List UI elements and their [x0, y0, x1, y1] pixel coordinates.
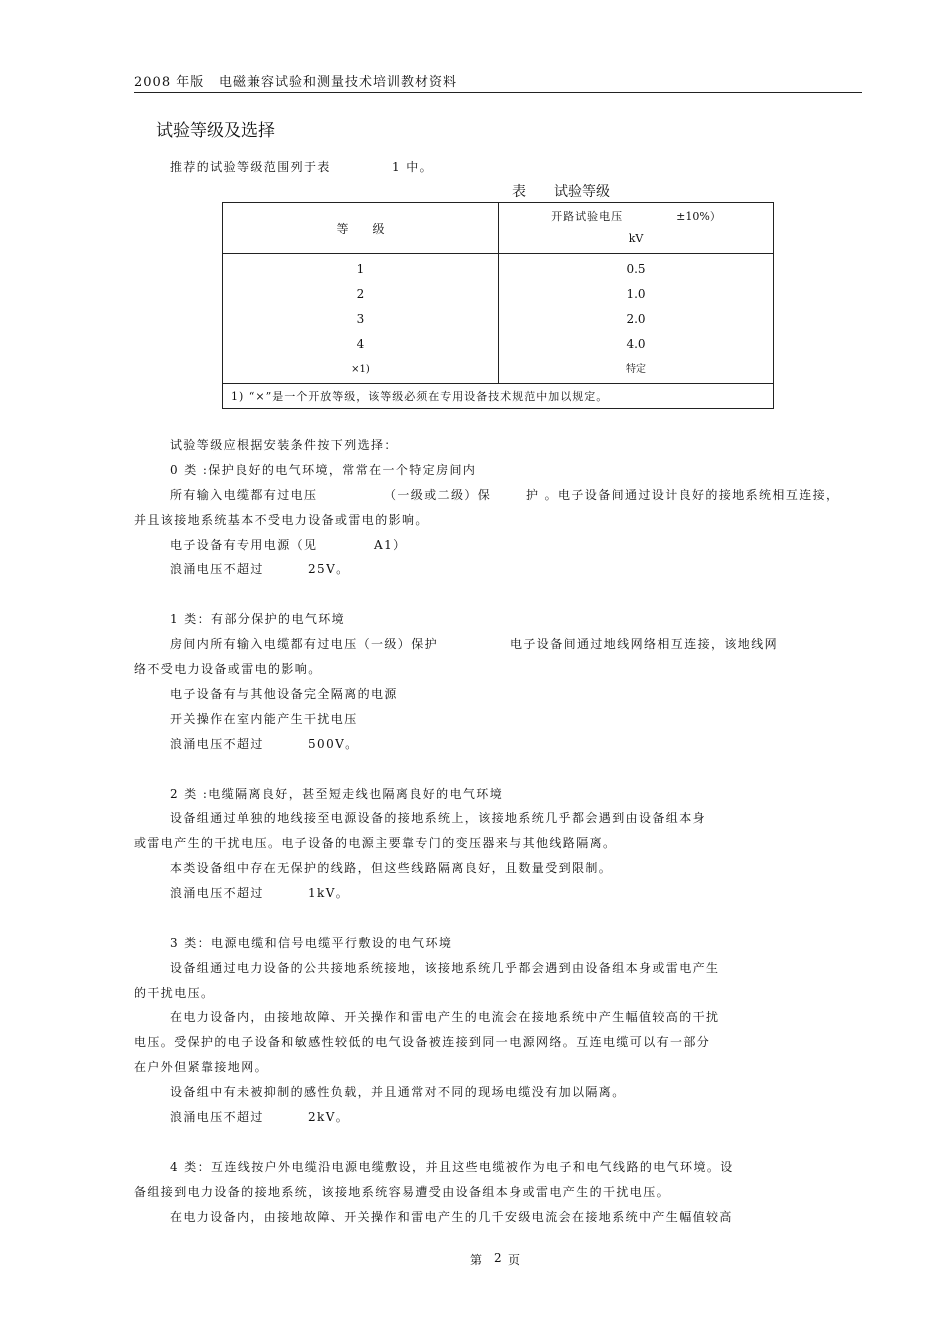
voltage-column: [499, 254, 774, 384]
footer-page-number: 2: [494, 1251, 502, 1265]
voltage-cell: 4.0: [626, 337, 646, 351]
col-header-level: [223, 203, 499, 254]
class3-line: 电压。受保护的电子设备和敏感性较低的电气设备被连接到同一电源网络。互连电缆可以有一部分: [134, 1035, 711, 1049]
voltage-cell: 2.0: [626, 312, 646, 326]
class0-line: 所有输入电缆都有过电压: [170, 488, 318, 502]
table-caption-title: 试验等级: [554, 184, 610, 200]
footer-page-pre: 第: [470, 1253, 483, 1267]
class3-line: 设备组中有未被抑制的感性负载，并且通常对不同的现场电缆没有加以隔离。: [170, 1085, 626, 1099]
class2-line: 设备组通过单独的地线接至电源设备的接地系统上，该接地系统几乎都会遇到由设备组本身: [170, 811, 707, 825]
col-header-voltage: [499, 203, 774, 254]
class0-line: 并且该接地系统基本不受电力设备或雷电的影响。: [134, 513, 429, 527]
table-header-row: [223, 203, 774, 254]
class0-ref: A1）: [374, 538, 407, 552]
level-cell: 4: [356, 337, 365, 351]
class1-line: 浪涌电压不超过: [170, 737, 264, 751]
class3-line: 在户外但紧靠接地网。: [134, 1060, 269, 1074]
class1-line: 络不受电力设备或雷电的影响。: [134, 662, 322, 676]
class1-line: 开关操作在室内能产生干扰电压: [170, 712, 358, 726]
col-header-voltage-main: 开路试验电压: [551, 210, 624, 223]
class3-line: 设备组通过电力设备的公共接地系统接地，该接地系统几乎都会遇到由设备组本身或雷电产生: [170, 961, 720, 975]
voltage-cell: 特定: [626, 364, 646, 375]
intro-ref: 1 中。: [392, 160, 434, 174]
class0-title: 0 类 :保护良好的电气环境，常常在一个特定房间内: [170, 463, 477, 477]
class1-title: 1 类：有部分保护的电气环境: [170, 612, 346, 626]
class2-line: 本类设备组中存在无保护的线路，但这些线路隔离良好，且数量受到限制。: [170, 861, 613, 875]
class3-line: 浪涌电压不超过: [170, 1110, 264, 1124]
class3-title: 3 类：电源电缆和信号电缆平行敷设的电气环境: [170, 936, 453, 950]
table-body-row: [223, 254, 774, 384]
level-cell: 2: [356, 287, 365, 301]
class3-line: 的干扰电压。: [134, 986, 215, 1000]
class3-voltage: 2kV。: [308, 1110, 350, 1124]
col-header-level-text: 等 级: [336, 221, 385, 236]
col-header-voltage-tol: ±10%）: [676, 210, 721, 223]
header-year: 2008 年版: [134, 75, 205, 90]
class1-line: 电子设备间通过地线网络相互连接，该地线网: [510, 637, 779, 651]
class2-line: 浪涌电压不超过: [170, 886, 264, 900]
class0-line: 浪涌电压不超过: [170, 562, 264, 576]
footer-page-post: 页: [508, 1253, 521, 1267]
class0-line: （一级或二级）保: [384, 488, 492, 502]
class2-title: 2 类 :电缆隔离良好，甚至短走线也隔离良好的电气环境: [170, 787, 504, 801]
class4-line: 备组接到电力设备的接地系统，该接地系统容易遭受由设备组本身或雷电产生的干扰电压。: [134, 1185, 671, 1199]
class1-line: 房间内所有输入电缆都有过电压（一级）保护: [170, 637, 439, 651]
class0-line: 护 。电子设备间通过设计良好的接地系统相互连接，: [526, 488, 840, 502]
level-column: [223, 254, 499, 384]
level-cell: 1: [356, 262, 365, 276]
table-caption-label: 表: [512, 184, 526, 200]
class4-line: 4 类：互连线按户外电缆沿电源电缆敷设，并且这些电缆被作为电子和电气线路的电气环境。设: [170, 1160, 734, 1174]
header-rule: [134, 92, 862, 93]
class1-voltage: 500V。: [308, 737, 359, 751]
col-header-voltage-unit: kV: [628, 232, 644, 245]
test-level-table: [222, 202, 774, 409]
intro-text: 推荐的试验等级范围列于表: [170, 160, 331, 174]
section-title: 试验等级及选择: [156, 121, 275, 141]
class2-line: 或雷电产生的干扰电压。电子设备的电源主要靠专门的变压器来与其他线路隔离。: [134, 836, 617, 850]
table-footnote: 1) “×”是一个开放等级，该等级必须在专用设备技术规范中加以规定。: [223, 384, 774, 409]
table-footnote-row: [223, 384, 774, 409]
paragraph-intro: 试验等级应根据安装条件按下列选择：: [170, 438, 398, 452]
class2-voltage: 1kV。: [308, 886, 350, 900]
level-cell: ×1): [351, 364, 370, 375]
class3-line: 在电力设备内，由接地故障、开关操作和雷电产生的电流会在接地系统中产生幅值较高的干扰: [170, 1010, 720, 1024]
header-subtitle: 电磁兼容试验和测量技术培训教材资料: [219, 75, 458, 90]
class0-line: 电子设备有专用电源（见: [170, 538, 318, 552]
level-cell: 3: [356, 312, 365, 326]
class1-line: 电子设备有与其他设备完全隔离的电源: [170, 687, 398, 701]
voltage-cell: 0.5: [626, 262, 646, 276]
voltage-cell: 1.0: [626, 287, 646, 301]
class0-voltage: 25V。: [308, 562, 350, 576]
class4-line: 在电力设备内，由接地故障、开关操作和雷电产生的几千安级电流会在接地系统中产生幅值较高: [170, 1210, 733, 1224]
